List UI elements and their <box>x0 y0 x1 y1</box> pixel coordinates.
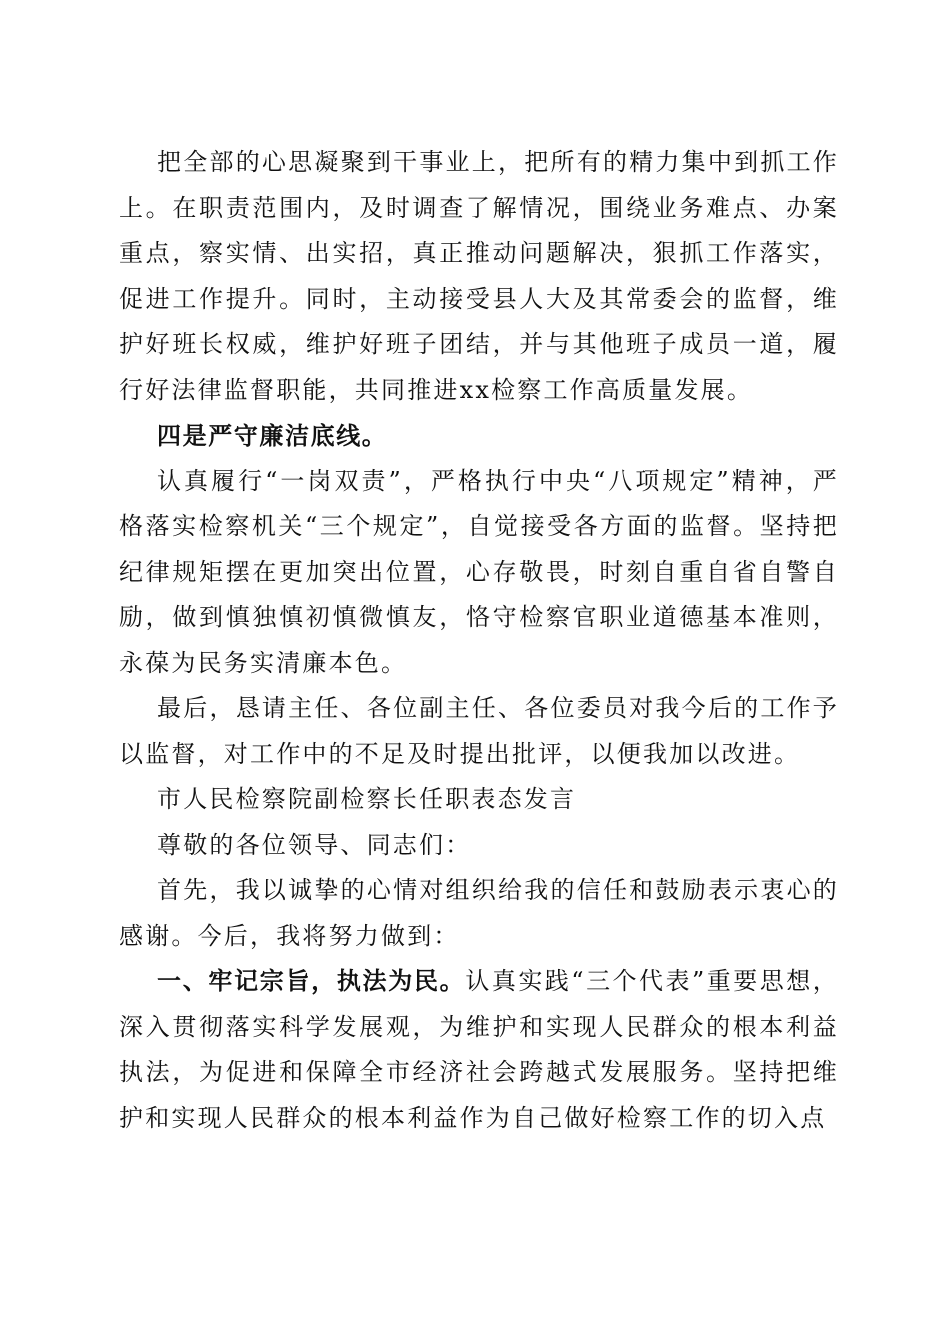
paragraph-closing-request: 最后，恳请主任、各位副主任、各位委员对我今后的工作予以监督，对工作中的不足及时提出批评，以便我加以改进。 <box>119 694 839 768</box>
point-one-text: 认真实践“三个代表”重要思想，深入贯彻落实科学发展观，为维护和实现人民群众的根本利益执法，为促进和保障全市经济社会跨越式发展服务。坚持把维护和实现人民群众的根本利益作为自己做好检察工作的切入点 <box>119 967 839 1132</box>
paragraph-thanks: 首先，我以诚挚的心情对组织给我的信任和鼓励表示衷心的感谢。今后，我将努力做到： <box>119 876 839 950</box>
document-body <box>119 140 839 1141</box>
section-heading-integrity: 四是严守廉洁底线。 <box>157 421 388 450</box>
paragraph-work-focus: 把全部的心思凝聚到干事业上，把所有的精力集中到抓工作上。在职责范围内，及时调查了解情况，围绕业务难点、办案重点，察实情、出实招，真正推动问题解决，狠抓工作落实，促进工作提升。同时，主动接受县人大及其常委会的监督，维护好班长权威，维护好班子团结，并与其他班子成员一道，履行好法律监督职能，共同推进xx检察工作高质量发展。 <box>119 148 839 404</box>
salutation: 尊敬的各位领导、同志们： <box>157 830 472 859</box>
paragraph-point-one <box>119 959 839 1141</box>
speech-title: 市人民检察院副检察长任职表态发言 <box>157 785 577 813</box>
point-one-lead: 一、牢记宗旨，执法为民。 <box>157 967 466 995</box>
paragraph-integrity: 认真履行“一岗双责”，严格执行中央“八项规定”精神，严格落实检察机关“三个规定”，自觉接受各方面的监督。坚持把纪律规矩摆在更加突出位置，心存敬畏，时刻自重自省自警自励，做到慎独慎初慎微慎友，恪守检察官职业道德基本准则，永葆为民务实清廉本色。 <box>119 466 839 677</box>
